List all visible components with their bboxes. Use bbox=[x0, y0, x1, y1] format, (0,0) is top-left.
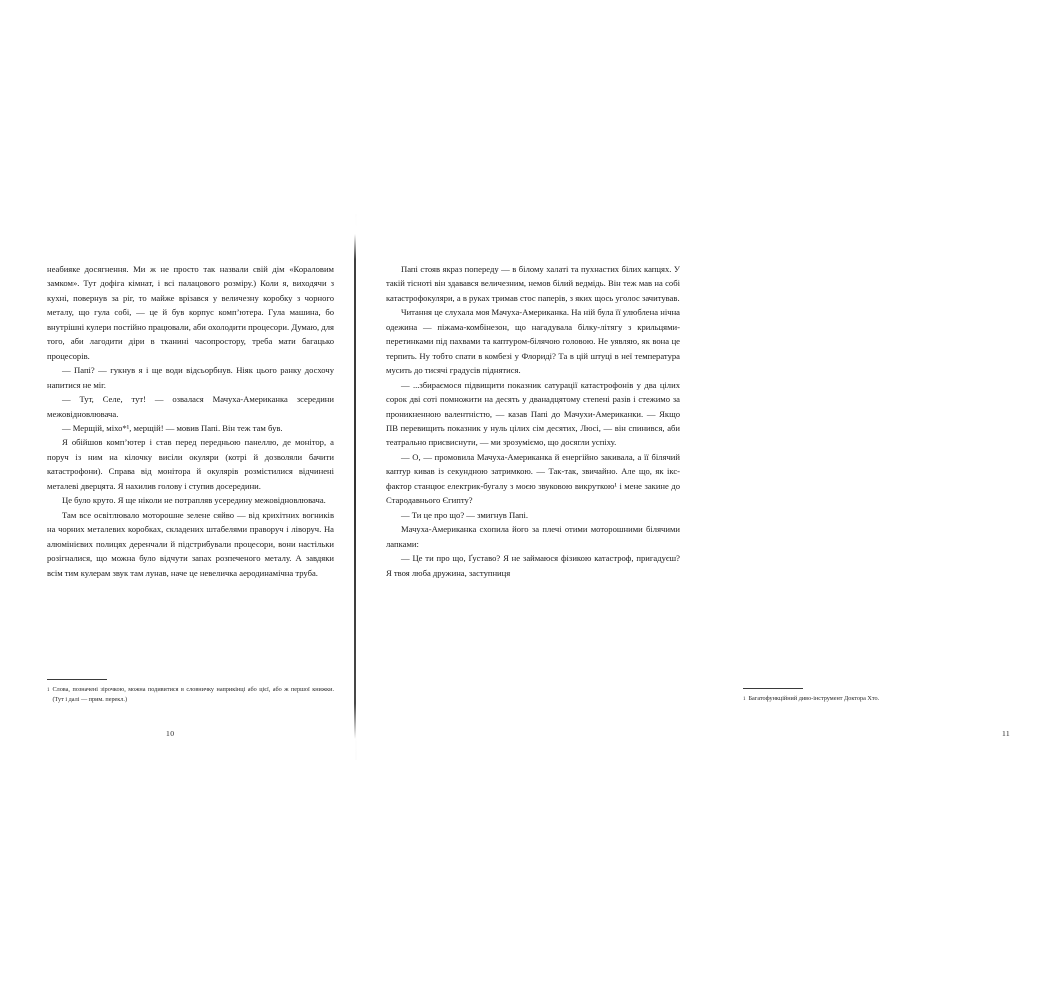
left-page bbox=[0, 214, 355, 760]
paragraph: Мачуха-Американка схопила його за плечі отими моторошними білячими лапками: bbox=[386, 524, 680, 549]
left-page-footnote bbox=[47, 679, 334, 704]
paragraph: Там все освітлювало моторошне зелене сяйво — від крихітних вогників на чорних металевих коробках, складених штабелями праворуч і ліворуч. На алюмінієвих полицях деренчали й підстрибували процесори, вони настільки розігналися, що можна було відчути запах розпеченого металу. А завдяки всім тим кулерам звук там лунав, наче це невеличка аеродинамічна труба. bbox=[47, 509, 334, 578]
paragraph: Папі стояв якраз попереду — в білому халаті та пухнастих білих капцях. У такій тісноті він здавався величезним, немов білий ведмідь. Він теж мав на собі катастрофокуляри, а в руках тримав стос паперів, з яких щось уголос зачитував. bbox=[386, 264, 680, 303]
paragraph: Це було круто. Я ще ніколи не потрапляв усередину межовідновлювача. bbox=[62, 495, 326, 506]
paragraph-with-footnote-marker: — Мерщій, міхо*¹, мерщій! — мовив Папі. Він теж там був. bbox=[62, 422, 283, 433]
footnote-marker: 1 bbox=[743, 696, 746, 702]
page-number-left: 10 bbox=[166, 729, 175, 738]
right-page-footnote bbox=[743, 688, 1037, 704]
paragraph-with-footnote-marker: — О, — промовила Мачуха-Американка й енергійно закивала, а її білячий каптур кивав із секундною затримкою. — Так-так, звичайно. Але що, як ікс-фактор станцює електрик-бугалу з моєю звуковою викруткою¹ і мене закине до Стародавнього Єгипту? bbox=[386, 451, 680, 506]
paragraph: — Тут, Селе, тут! — озвалася Мачуха-Американка зсередини межовідновлювача. bbox=[47, 394, 334, 419]
paragraph: — Ти це про що? — змигнув Папі. bbox=[401, 509, 529, 520]
paragraph: Читання це слухала моя Мачуха-Американка. На ній була її улюблена нічна одежина — піжама-комбінезон, що нагадувала білку-літягу з крильцями-перетинками під пахвами та каптуром-білячою головою. Не уявляю, як вона це терпить. Ну тобто спати в комбезі у Флориді? Та в цій штуці в неї температура мусить до тисячі градусів піднятися. bbox=[386, 307, 680, 376]
paragraph: неабияке досягнення. Ми ж не просто так назвали свій дім «Кораловим замком». Тут дофіга кімнат, і всі палацового розміру.) Коли я, виходячи з кухні, повернув за ріг, то майже врізався у величезну коробку з чорного металу, що гула собі, — це й був корпус комп’ютера. Гула машина, бо внутрішні кулери постійно працювали, аби охолодити процесори. Думаю, для того, аби лагодити діри в тканині часопростору, треба мати багацько процесорів. bbox=[47, 264, 334, 361]
footnote-body: Багатофункційний диво-інструмент Доктора Хто. bbox=[748, 694, 880, 702]
right-page-textblock bbox=[386, 262, 680, 580]
footnote-marker: 1 bbox=[47, 688, 50, 694]
paragraph: — ...збираємося підвищити показник сатурації катастрофонів у два цілих сорок дві соті помножити на десять у дванадцятому степені разів і стежимо за проникненною валентністю, — казав Папі до Мачухи-Американки. — Якщо ПВ перевищить показник у нуль цілих сім десятих, Люсі, — він спинився, аби театрально присвиснути, — ми зрозуміємо, що досягли успіху. bbox=[386, 379, 680, 448]
book-gutter bbox=[354, 234, 356, 739]
footnote-text bbox=[47, 685, 334, 704]
paragraph: Я обійшов комп’ютер і став перед передньою панеллю, де монітор, а поруч із ним на кілочку висіли окуляри (котрі й дозволяли бачити катастрофони). Справа від монітора й окулярів розмістилися відчинені металеві дверцята. Я нахилив голову і ступив досередини. bbox=[47, 437, 334, 491]
page-number-right: 11 bbox=[1002, 729, 1011, 738]
footnote-rule bbox=[47, 679, 107, 680]
footnote-text bbox=[743, 694, 1037, 704]
paragraph: — Це ти про що, Ґуставо? Я не займаюся фізикою катастроф, пригадуєш? Я твоя люба дружина, заступниця bbox=[386, 553, 680, 578]
right-page bbox=[357, 214, 1011, 760]
footnote-body: Слова, позначені зірочкою, можна подивитися в словничку наприкінці або цієї, або ж першої книжки. (Тут і далі — прим. перекл.) bbox=[52, 686, 334, 703]
paragraph: — Папі? — гукнув я і ще води відсьорбнув. Ніяк цього ранку досхочу напитися не міг. bbox=[47, 365, 334, 390]
left-page-textblock bbox=[47, 262, 334, 580]
footnote-rule bbox=[743, 688, 803, 689]
